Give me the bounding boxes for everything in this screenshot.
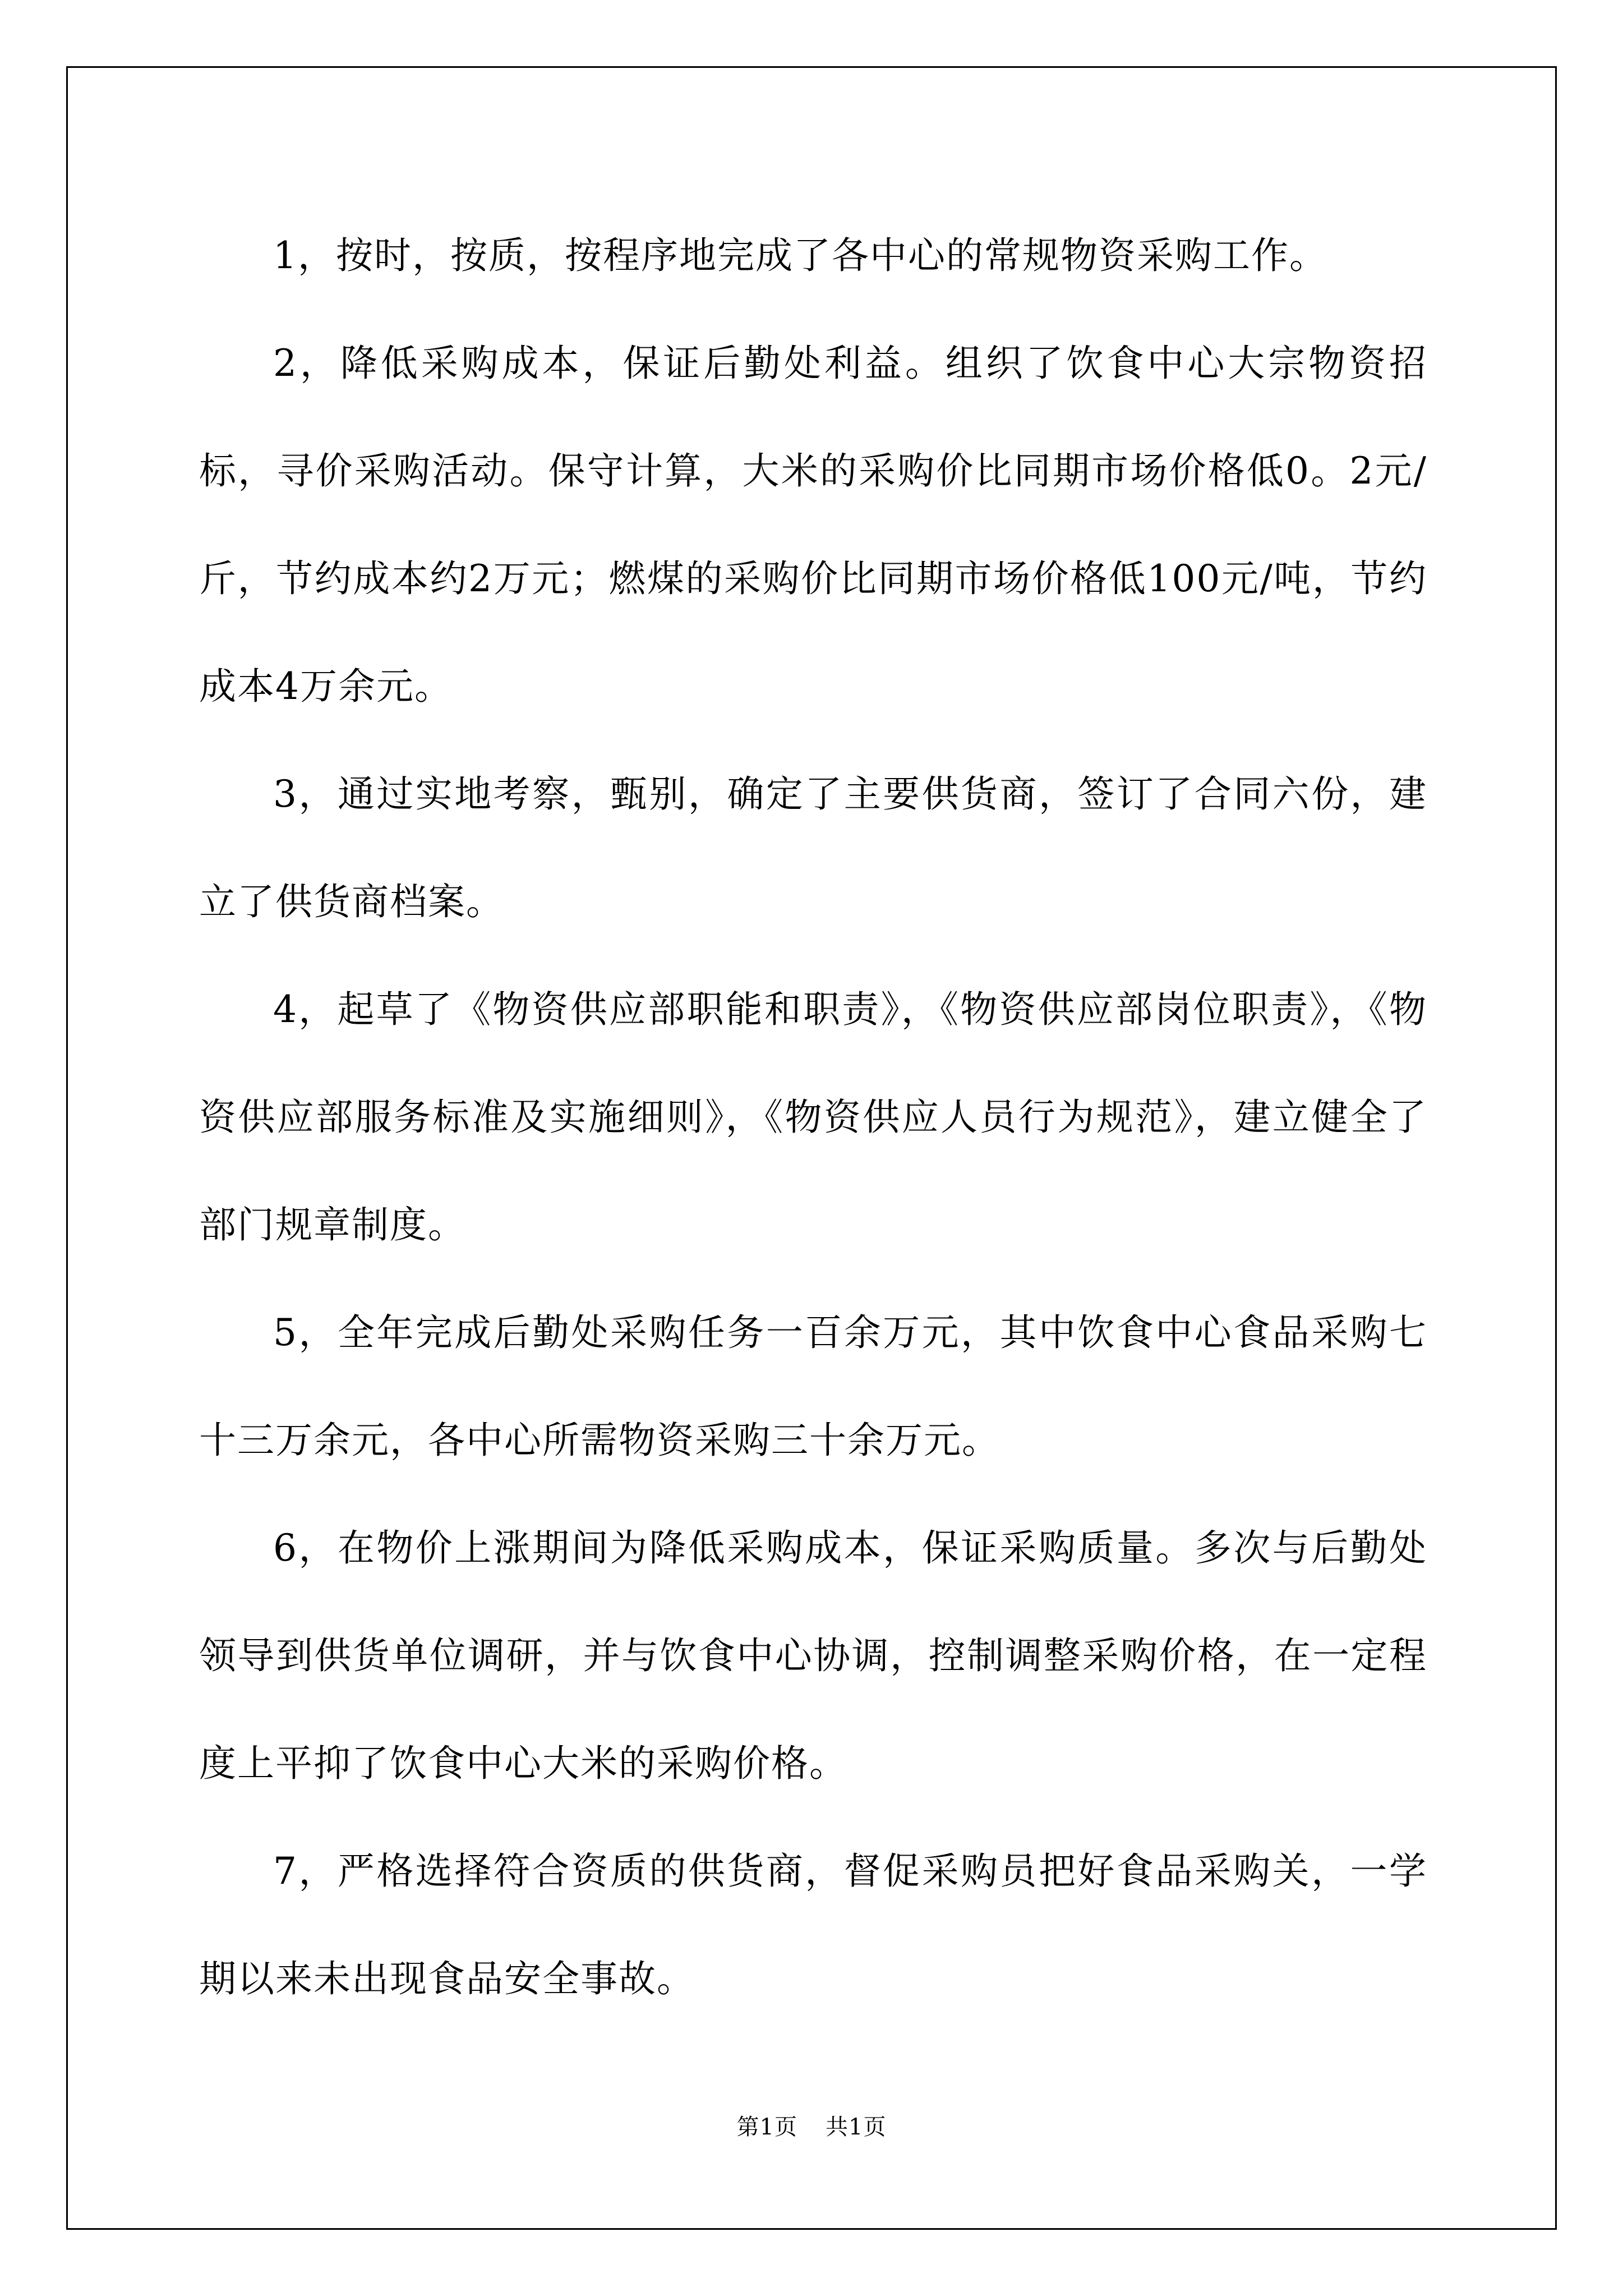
page-number: 第1页	[736, 2114, 797, 2140]
document-body	[199, 202, 1427, 2033]
paragraph-6: 6，在物价上涨期间为降低采购成本，保证采购质量。多次与后勤处领导到供货单位调研，并与饮食中心协调，控制调整采购价格，在一定程度上平抑了饮食中心大米的采购价格。	[199, 1526, 1427, 1785]
page-total: 共1页	[826, 2114, 887, 2140]
paragraph-3: 3，通过实地考察，甄别，确定了主要供货商，签订了合同六份，建立了供货商档案。	[199, 772, 1427, 923]
paragraph-7: 7，严格选择符合资质的供货商，督促采购员把好食品采购关，一学期以来未出现食品安全事故。	[199, 1849, 1427, 2000]
paragraph-2: 2，降低采购成本，保证后勤处利益。组织了饮食中心大宗物资招标，寻价采购活动。保守计算，大米的采购价比同期市场价格低0。2元/斤，节约成本约2万元；燃煤的采购价比同期市场价格低100元/吨，节约成本4万余元。	[199, 342, 1427, 708]
paragraph-1: 1，按时，按质，按程序地完成了各中心的常规物资采购工作。	[273, 234, 1327, 277]
page-footer	[0, 2109, 1623, 2141]
paragraph-4: 4，起草了《物资供应部职能和职责》，《物资供应部岗位职责》，《物资供应部服务标准及实施细则》，《物资供应人员行为规范》，建立健全了部门规章制度。	[199, 988, 1427, 1246]
paragraph-5: 5，全年完成后勤处采购任务一百余万元，其中饮食中心食品采购七十三万余元，各中心所需物资采购三十余万元。	[199, 1311, 1427, 1462]
